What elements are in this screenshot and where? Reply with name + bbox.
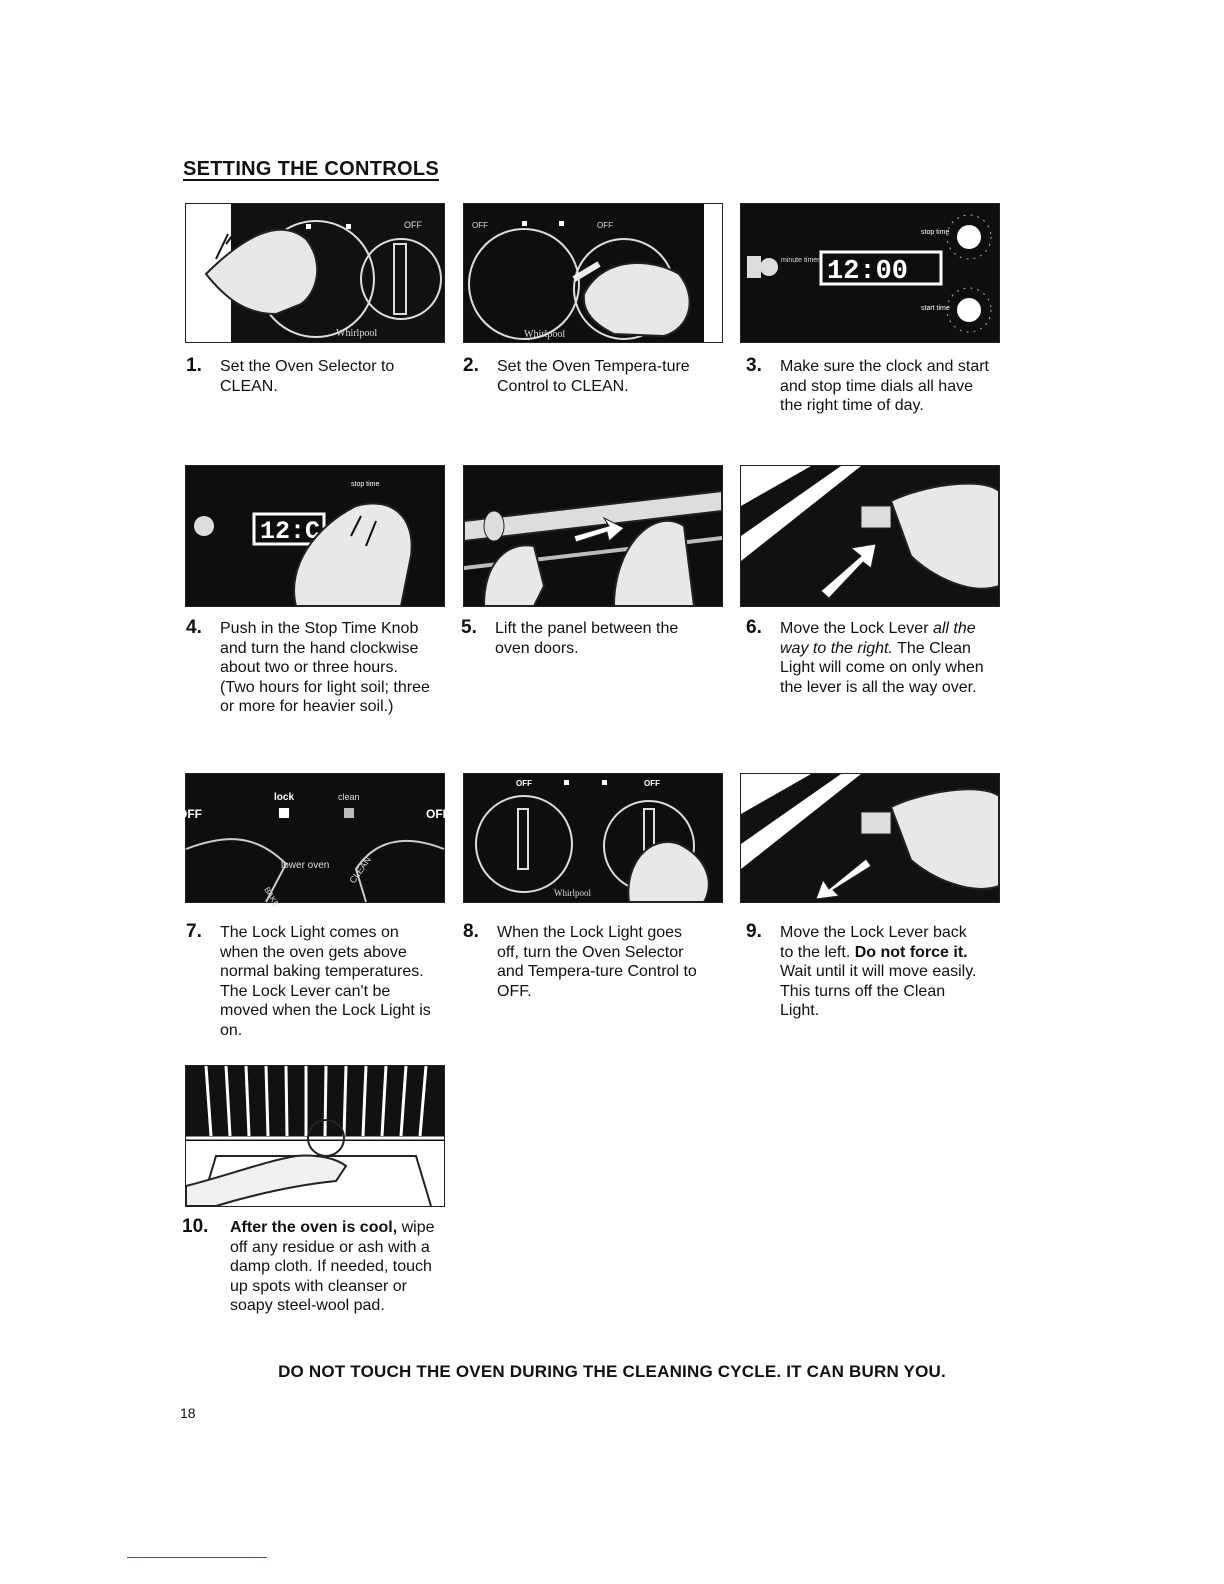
lock-lever-right-illustration xyxy=(740,465,1000,607)
svg-text:stop time: stop time xyxy=(351,481,380,488)
step-8: 8. When the Lock Light goes off, turn the Oven Selector and Tempera-ture Control to OFF. xyxy=(463,921,697,1000)
panel-lift-illustration xyxy=(463,465,723,607)
stop-time-knob-illustration xyxy=(185,465,445,607)
svg-text:Whirlpool: Whirlpool xyxy=(524,329,566,340)
clock-illustration xyxy=(740,203,1000,343)
step-5: 5. Lift the panel between the oven doors. xyxy=(461,617,679,657)
svg-text:Whirlpool: Whirlpool xyxy=(554,888,591,898)
wipe-oven-illustration xyxy=(185,1065,445,1207)
lock-light-panel-illustration xyxy=(178,773,450,909)
oven-selector-illustration xyxy=(185,203,445,343)
svg-text:CLEAN: CLEAN xyxy=(347,854,373,886)
svg-text:OFF: OFF xyxy=(597,221,613,230)
svg-text:OFF: OFF xyxy=(472,221,488,230)
step-1: 1. Set the Oven Selector to CLEAN. xyxy=(186,355,395,395)
step-7: 7. The Lock Light comes on when the oven gets above normal baking temperatures. The Lock Lever can't be moved when the Lock Light is on. xyxy=(186,921,431,1039)
svg-text:OFF: OFF xyxy=(178,807,202,821)
stop-time-label: stop time xyxy=(921,229,950,236)
svg-text:OFF: OFF xyxy=(644,779,660,788)
turn-off-controls-illustration xyxy=(463,773,723,903)
clock-display: 12:00 xyxy=(827,257,909,287)
svg-text:OFF: OFF xyxy=(516,779,532,788)
step-3: 3. Make sure the clock and start and stop time dials all have the right time of day. xyxy=(746,355,989,414)
step-9: 9. Move the Lock Lever back to the left. Do not force it. Wait until it will move easily. This turns off the Clean Light. xyxy=(746,921,977,1019)
footer-rule xyxy=(127,1557,267,1558)
start-time-label: start time xyxy=(921,305,950,312)
lock-label: lock xyxy=(274,792,295,803)
svg-text:OFF: OFF xyxy=(426,807,450,821)
step-10: 10. After the oven is cool, wipe off any residue or ash with a damp cloth. If needed, touch up spots with cleanser or soapy steel-wool pad. xyxy=(182,1216,435,1314)
brand-label: Whirlpool xyxy=(336,328,378,339)
step-4: 4. Push in the Stop Time Knob and turn the hand clockwise about two or three hours. (Two hours for light soil; three or more for heavier soil.) xyxy=(186,617,430,715)
safety-warning: DO NOT TOUCH THE OVEN DURING THE CLEANING CYCLE. IT CAN BURN YOU. xyxy=(278,1362,946,1381)
clock-display-partial: 12:C xyxy=(260,517,321,546)
step-6: 6. Move the Lock Lever all the way to the right. The Clean Light will come on only when the lever is all the way over. xyxy=(746,617,984,696)
page-heading: SETTING THE CONTROLS xyxy=(183,158,439,180)
lower-oven-label: lower oven xyxy=(281,860,330,871)
minute-timer-label: minute timer xyxy=(781,257,820,264)
svg-text:BAKE: BAKE xyxy=(262,885,281,909)
step-2: 2. Set the Oven Tempera-ture Control to CLEAN. xyxy=(463,355,690,395)
off-label: OFF xyxy=(404,220,422,230)
lock-lever-left-illustration xyxy=(740,773,1000,903)
temperature-control-illustration xyxy=(463,203,723,343)
page-number: 18 xyxy=(180,1405,196,1421)
clean-label: clean xyxy=(338,792,360,802)
